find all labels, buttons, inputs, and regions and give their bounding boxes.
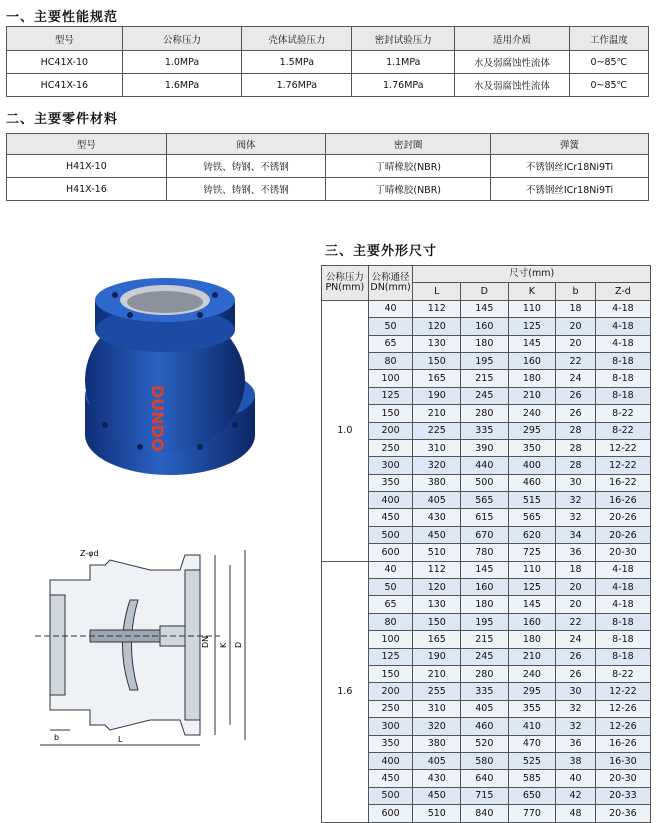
table-cell: 295 <box>508 422 556 439</box>
table-cell: 160 <box>508 352 556 369</box>
table-row <box>322 370 651 387</box>
table-cell: 丁晴橡胶(NBR) <box>326 178 491 201</box>
table-cell: 240 <box>508 665 556 682</box>
table-cell: 460 <box>461 718 509 735</box>
table-cell: 1.76MPa <box>352 74 455 97</box>
table-row <box>322 509 651 526</box>
table-cell: 24 <box>556 370 596 387</box>
table-cell: 8-18 <box>595 613 650 630</box>
drawing-label-l: L <box>118 735 123 744</box>
table-cell: 410 <box>508 718 556 735</box>
table-cell: 125 <box>368 648 413 665</box>
table-cell: 725 <box>508 544 556 561</box>
column-header-pn: 公称压力PN(mm) <box>322 266 369 301</box>
table-cell: 12-22 <box>595 683 650 700</box>
pressure-cell: 1.6 <box>322 561 369 822</box>
table-cell: 180 <box>461 596 509 613</box>
table-row <box>322 439 651 456</box>
table-cell: 65 <box>368 335 413 352</box>
table-cell: 水及弱腐蚀性流体 <box>455 51 569 74</box>
column-header: 公称压力 <box>122 27 242 51</box>
table-cell: 310 <box>413 439 461 456</box>
table-cell: 8-18 <box>595 648 650 665</box>
table-cell: 145 <box>461 300 509 317</box>
table-row <box>322 561 651 578</box>
table-cell: 16-30 <box>595 752 650 769</box>
table-cell: 200 <box>368 422 413 439</box>
table-cell: 50 <box>368 579 413 596</box>
table-cell: 640 <box>461 770 509 787</box>
table-cell: 32 <box>556 700 596 717</box>
table-row <box>322 544 651 561</box>
table-cell: 28 <box>556 422 596 439</box>
table-cell: 26 <box>556 387 596 404</box>
table-cell: 1.6MPa <box>122 74 242 97</box>
table-row <box>322 526 651 543</box>
drawing-label-z: Z-φd <box>80 549 99 558</box>
table-row <box>322 648 651 665</box>
table-cell: 350 <box>508 439 556 456</box>
table-cell: 24 <box>556 631 596 648</box>
table-row <box>322 405 651 422</box>
table-cell: 120 <box>413 579 461 596</box>
table-row <box>322 318 651 335</box>
table-cell: 铸铁、铸钢、不锈钢 <box>166 155 326 178</box>
table-cell: 400 <box>368 752 413 769</box>
table-cell: 255 <box>413 683 461 700</box>
table-row <box>322 596 651 613</box>
table-cell: 600 <box>368 544 413 561</box>
table-cell: 20-30 <box>595 770 650 787</box>
table-cell: 180 <box>508 370 556 387</box>
table-cell: 80 <box>368 613 413 630</box>
table-row <box>322 474 651 491</box>
column-header: 工作温度 <box>569 27 648 51</box>
table-cell: 380 <box>413 474 461 491</box>
table-row <box>322 387 651 404</box>
table-cell: 65 <box>368 596 413 613</box>
table-cell: 390 <box>461 439 509 456</box>
valve-photo <box>60 275 260 485</box>
table-cell: 1.5MPa <box>242 51 352 74</box>
table-row <box>322 683 651 700</box>
table-cell: 110 <box>508 561 556 578</box>
table-cell: 500 <box>368 787 413 804</box>
table-cell: 770 <box>508 805 556 822</box>
table-cell: 20-33 <box>595 787 650 804</box>
table-row <box>322 805 651 822</box>
drawing-label-d: D <box>234 641 243 648</box>
table-cell: 12-22 <box>595 439 650 456</box>
table-cell: 4-18 <box>595 596 650 613</box>
table-cell: 250 <box>368 439 413 456</box>
table-cell: 112 <box>413 561 461 578</box>
table-row <box>322 613 651 630</box>
table-cell: 165 <box>413 370 461 387</box>
table-cell: 180 <box>508 631 556 648</box>
table-row <box>322 735 651 752</box>
column-header: 弹簧 <box>491 134 649 155</box>
table-cell: 145 <box>461 561 509 578</box>
table-cell: 210 <box>508 387 556 404</box>
performance-table <box>6 26 649 97</box>
table-cell: 16-26 <box>595 492 650 509</box>
table-cell: 8-18 <box>595 352 650 369</box>
table-cell: 130 <box>413 596 461 613</box>
table-cell: 125 <box>508 318 556 335</box>
column-header: 型号 <box>7 27 123 51</box>
table-cell: 160 <box>461 579 509 596</box>
table-cell: 50 <box>368 318 413 335</box>
table-cell: 510 <box>413 805 461 822</box>
column-header: 壳体试验压力 <box>242 27 352 51</box>
table-cell: 水及弱腐蚀性流体 <box>455 74 569 97</box>
pressure-cell: 1.0 <box>322 300 369 561</box>
table-cell: 280 <box>461 665 509 682</box>
table-cell: 355 <box>508 700 556 717</box>
section-title-materials: 二、主要零件材料 <box>6 112 119 127</box>
table-cell: 190 <box>413 387 461 404</box>
table-cell: 195 <box>461 613 509 630</box>
table-cell: 840 <box>461 805 509 822</box>
table-cell: 28 <box>556 439 596 456</box>
table-cell: 0~85℃ <box>569 74 648 97</box>
table-cell: 8-18 <box>595 370 650 387</box>
table-cell: 20 <box>556 579 596 596</box>
table-cell: 8-22 <box>595 405 650 422</box>
table-row <box>322 422 651 439</box>
table-cell: 丁晴橡胶(NBR) <box>326 155 491 178</box>
table-cell: 620 <box>508 526 556 543</box>
table-cell: 295 <box>508 683 556 700</box>
table-cell: 48 <box>556 805 596 822</box>
table-cell: 12-22 <box>595 457 650 474</box>
table-cell: 440 <box>461 457 509 474</box>
table-cell: 565 <box>461 492 509 509</box>
table-cell: 120 <box>413 318 461 335</box>
table-cell: 320 <box>413 457 461 474</box>
table-cell: 650 <box>508 787 556 804</box>
table-cell: 400 <box>368 492 413 509</box>
table-cell: H41X-16 <box>7 178 167 201</box>
table-row <box>322 700 651 717</box>
table-cell: 26 <box>556 665 596 682</box>
table-cell: 430 <box>413 509 461 526</box>
table-cell: 100 <box>368 370 413 387</box>
table-cell: 20-30 <box>595 544 650 561</box>
table-cell: 20-26 <box>595 526 650 543</box>
table-cell: 280 <box>461 405 509 422</box>
table-cell: 42 <box>556 787 596 804</box>
table-cell: 450 <box>368 770 413 787</box>
table-row <box>322 579 651 596</box>
column-header-size: 尺寸(mm) <box>413 266 651 283</box>
table-cell: 160 <box>461 318 509 335</box>
dimensions-table <box>321 265 651 823</box>
table-cell: 350 <box>368 474 413 491</box>
column-header: D <box>461 283 509 300</box>
valve-section-drawing <box>30 540 260 755</box>
table-cell: 不锈钢丝ICr18Ni9Ti <box>491 155 649 178</box>
table-cell: 405 <box>413 752 461 769</box>
table-cell: 4-18 <box>595 335 650 352</box>
materials-table <box>6 133 649 201</box>
table-cell: 32 <box>556 509 596 526</box>
table-row <box>7 51 649 74</box>
table-cell: 210 <box>413 665 461 682</box>
section-title-performance: 一、主要性能规范 <box>6 10 119 25</box>
table-cell: 310 <box>413 700 461 717</box>
table-cell: 380 <box>413 735 461 752</box>
column-header: b <box>556 283 596 300</box>
table-cell: 1.0MPa <box>122 51 242 74</box>
table-cell: 160 <box>508 613 556 630</box>
table-cell: 580 <box>461 752 509 769</box>
table-cell: 28 <box>556 457 596 474</box>
table-cell: 225 <box>413 422 461 439</box>
column-header: 密封圈 <box>326 134 491 155</box>
table-cell: 190 <box>413 648 461 665</box>
table-cell: 110 <box>508 300 556 317</box>
table-cell: 36 <box>556 544 596 561</box>
table-cell: 16-22 <box>595 474 650 491</box>
table-row <box>322 631 651 648</box>
table-cell: 20-36 <box>595 805 650 822</box>
table-cell: 20 <box>556 318 596 335</box>
table-row <box>322 300 651 317</box>
column-header: 阀体 <box>166 134 326 155</box>
table-cell: 4-18 <box>595 318 650 335</box>
table-cell: 400 <box>508 457 556 474</box>
table-row <box>322 492 651 509</box>
table-row <box>322 787 651 804</box>
table-cell: HC41X-10 <box>7 51 123 74</box>
table-cell: 8-18 <box>595 631 650 648</box>
table-row <box>7 155 649 178</box>
table-cell: 30 <box>556 683 596 700</box>
column-header: Z-d <box>595 283 650 300</box>
table-cell: 430 <box>413 770 461 787</box>
table-cell: 32 <box>556 492 596 509</box>
table-cell: 26 <box>556 648 596 665</box>
table-header-row <box>7 27 649 51</box>
table-cell: 145 <box>508 596 556 613</box>
table-cell: 26 <box>556 405 596 422</box>
table-cell: 320 <box>413 718 461 735</box>
table-cell: 450 <box>413 787 461 804</box>
table-cell: 100 <box>368 631 413 648</box>
drawing-label-b: b <box>54 733 60 742</box>
column-header: 型号 <box>7 134 167 155</box>
table-cell: 335 <box>461 422 509 439</box>
table-cell: 300 <box>368 457 413 474</box>
table-cell: 125 <box>508 579 556 596</box>
table-row <box>322 770 651 787</box>
table-cell: 8-18 <box>595 387 650 404</box>
table-cell: 470 <box>508 735 556 752</box>
table-header-row <box>322 266 651 283</box>
table-cell: 195 <box>461 352 509 369</box>
table-cell: 38 <box>556 752 596 769</box>
table-row <box>322 752 651 769</box>
table-cell: 1.76MPa <box>242 74 352 97</box>
table-cell: 215 <box>461 631 509 648</box>
table-cell: HC41X-16 <box>7 74 123 97</box>
table-cell: 4-18 <box>595 300 650 317</box>
table-cell: 112 <box>413 300 461 317</box>
table-cell: 8-22 <box>595 665 650 682</box>
table-cell: 150 <box>368 405 413 422</box>
table-cell: 30 <box>556 474 596 491</box>
drawing-label-k: K <box>219 642 228 648</box>
table-cell: 780 <box>461 544 509 561</box>
table-cell: 40 <box>368 300 413 317</box>
table-cell: 600 <box>368 805 413 822</box>
table-cell: 585 <box>508 770 556 787</box>
table-cell: 不锈钢丝ICr18Ni9Ti <box>491 178 649 201</box>
table-row <box>7 178 649 201</box>
table-cell: 40 <box>556 770 596 787</box>
table-cell: 405 <box>413 492 461 509</box>
table-cell: 145 <box>508 335 556 352</box>
table-header-row <box>7 134 649 155</box>
table-cell: 500 <box>368 526 413 543</box>
table-cell: 500 <box>461 474 509 491</box>
table-cell: 1.1MPa <box>352 51 455 74</box>
table-cell: 12-26 <box>595 700 650 717</box>
table-cell: 245 <box>461 648 509 665</box>
table-cell: 450 <box>413 526 461 543</box>
table-cell: 20 <box>556 335 596 352</box>
table-cell: 300 <box>368 718 413 735</box>
table-cell: 150 <box>413 613 461 630</box>
column-header-dn: 公称通径DN(mm) <box>368 266 413 301</box>
drawing-label-dn: DN <box>201 635 210 648</box>
table-cell: 20-26 <box>595 509 650 526</box>
table-cell: 0~85℃ <box>569 51 648 74</box>
table-cell: H41X-10 <box>7 155 167 178</box>
table-cell: 32 <box>556 718 596 735</box>
table-cell: 350 <box>368 735 413 752</box>
column-header: K <box>508 283 556 300</box>
table-cell: 450 <box>368 509 413 526</box>
table-cell: 520 <box>461 735 509 752</box>
table-cell: 525 <box>508 752 556 769</box>
table-cell: 12-26 <box>595 718 650 735</box>
column-header: 密封试验压力 <box>352 27 455 51</box>
valve-logo-text: DUNDO <box>148 385 167 452</box>
table-cell: 150 <box>368 665 413 682</box>
table-cell: 8-22 <box>595 422 650 439</box>
table-cell: 16-26 <box>595 735 650 752</box>
table-cell: 515 <box>508 492 556 509</box>
table-cell: 4-18 <box>595 579 650 596</box>
table-cell: 18 <box>556 300 596 317</box>
table-cell: 335 <box>461 683 509 700</box>
table-cell: 240 <box>508 405 556 422</box>
column-header: 适用介质 <box>455 27 569 51</box>
table-cell: 150 <box>413 352 461 369</box>
table-cell: 180 <box>461 335 509 352</box>
table-cell: 80 <box>368 352 413 369</box>
table-cell: 20 <box>556 596 596 613</box>
table-cell: 18 <box>556 561 596 578</box>
table-cell: 36 <box>556 735 596 752</box>
table-cell: 405 <box>461 700 509 717</box>
table-cell: 210 <box>508 648 556 665</box>
table-cell: 510 <box>413 544 461 561</box>
table-cell: 565 <box>508 509 556 526</box>
table-row <box>322 665 651 682</box>
table-cell: 铸铁、铸钢、不锈钢 <box>166 178 326 201</box>
table-cell: 200 <box>368 683 413 700</box>
table-cell: 125 <box>368 387 413 404</box>
table-cell: 670 <box>461 526 509 543</box>
table-cell: 130 <box>413 335 461 352</box>
table-cell: 715 <box>461 787 509 804</box>
table-cell: 165 <box>413 631 461 648</box>
table-cell: 215 <box>461 370 509 387</box>
section-title-dimensions: 三、主要外形尺寸 <box>325 244 438 259</box>
table-row <box>7 74 649 97</box>
table-cell: 460 <box>508 474 556 491</box>
table-cell: 245 <box>461 387 509 404</box>
table-row <box>322 352 651 369</box>
table-cell: 22 <box>556 352 596 369</box>
table-cell: 615 <box>461 509 509 526</box>
table-cell: 4-18 <box>595 561 650 578</box>
table-cell: 34 <box>556 526 596 543</box>
table-cell: 210 <box>413 405 461 422</box>
table-row <box>322 718 651 735</box>
table-row <box>322 335 651 352</box>
table-cell: 22 <box>556 613 596 630</box>
table-cell: 40 <box>368 561 413 578</box>
column-header: L <box>413 283 461 300</box>
table-cell: 250 <box>368 700 413 717</box>
table-row <box>322 457 651 474</box>
